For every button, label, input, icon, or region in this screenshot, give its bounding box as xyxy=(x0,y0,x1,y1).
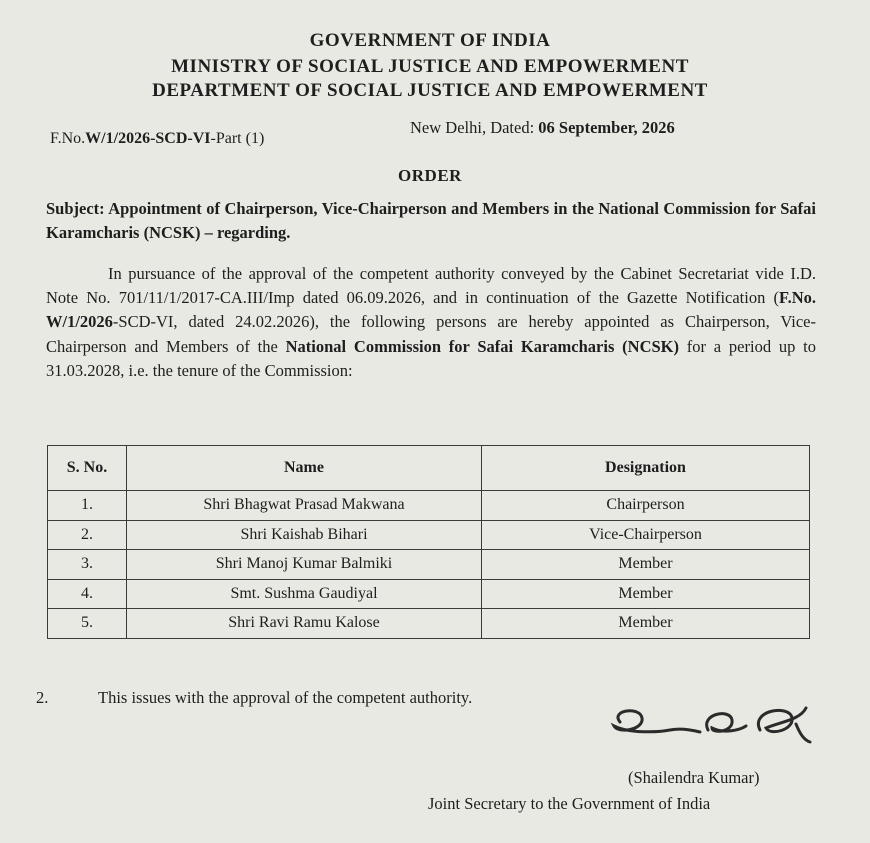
date-label: New Delhi, Dated: xyxy=(410,118,539,137)
para1-text-a: In pursuance of the approval of the competent authority conveyed by the Cabinet Secretariat vide I.D. Note No. 701/11/1/2017-CA.III/Imp dated 06.09.2026, and in continuation of the Gazette Notification ( xyxy=(46,264,816,308)
table-header-row xyxy=(48,446,810,491)
header-ministry: MINISTRY OF SOCIAL JUSTICE AND EMPOWERMENT xyxy=(171,56,689,77)
paragraph-2-number: 2. xyxy=(36,688,49,707)
table-row xyxy=(48,491,810,521)
para1-bold-ref: F.No. W/1/2026 xyxy=(46,288,816,332)
cell-sno: 5. xyxy=(48,609,127,639)
cell-designation: Member xyxy=(482,550,810,580)
cell-name: Shri Ravi Ramu Kalose xyxy=(127,609,482,639)
header-sno: S. No. xyxy=(48,446,127,491)
header-designation: Designation xyxy=(482,446,810,491)
signatory-designation: Joint Secretary to the Government of India xyxy=(428,794,711,813)
signature-image xyxy=(600,700,820,750)
cell-designation: Chairperson xyxy=(482,491,810,521)
table-row xyxy=(48,609,810,639)
para1-text-b: -SCD-VI, dated 24.02.2026), the following persons are hereby appointed as Chairperson, Vice-Chairperson and Members of the xyxy=(46,312,816,356)
table-row xyxy=(48,520,810,550)
header-government: GOVERNMENT OF INDIA xyxy=(309,30,551,51)
date-line xyxy=(410,118,675,138)
para1-text-c: for a period up to 31.03.2028, i.e. the tenure of the Commission: xyxy=(46,336,816,380)
order-title: ORDER xyxy=(398,166,462,185)
cell-sno: 2. xyxy=(48,520,127,550)
signatory-name: (Shailendra Kumar) xyxy=(628,768,760,787)
file-number-suffix: -Part (1) xyxy=(210,130,265,147)
cell-name: Smt. Sushma Gaudiyal xyxy=(127,579,482,609)
para1-bold-commission: National Commission for Safai Karamcharis (NCSK) xyxy=(285,336,679,356)
cell-designation: Member xyxy=(482,579,810,609)
date-value: 06 September, 2026 xyxy=(538,118,675,137)
cell-sno: 4. xyxy=(48,579,127,609)
cell-name: Shri Manoj Kumar Balmiki xyxy=(127,550,482,580)
cell-name: Shri Kaishab Bihari xyxy=(127,520,482,550)
header-department: DEPARTMENT OF SOCIAL JUSTICE AND EMPOWERMENT xyxy=(152,80,708,101)
file-number xyxy=(50,130,264,148)
cell-sno: 1. xyxy=(48,491,127,521)
cell-designation: Vice-Chairperson xyxy=(482,520,810,550)
table-row xyxy=(48,579,810,609)
table-row xyxy=(48,550,810,580)
cell-designation: Member xyxy=(482,609,810,639)
cell-sno: 3. xyxy=(48,550,127,580)
paragraph-1 xyxy=(46,262,816,383)
file-number-prefix: F.No. xyxy=(50,130,86,147)
paragraph-2-text: This issues with the approval of the competent authority. xyxy=(98,688,473,707)
subject-line: Subject: Appointment of Chairperson, Vice-Chairperson and Members in the National Commission for Safai Karamcharis (NCSK) – regarding. xyxy=(46,199,816,242)
cell-name: Shri Bhagwat Prasad Makwana xyxy=(127,491,482,521)
appointees-table xyxy=(47,445,810,639)
file-number-code: W/1/2026-SCD-VI xyxy=(85,130,211,147)
header-name: Name xyxy=(127,446,482,491)
